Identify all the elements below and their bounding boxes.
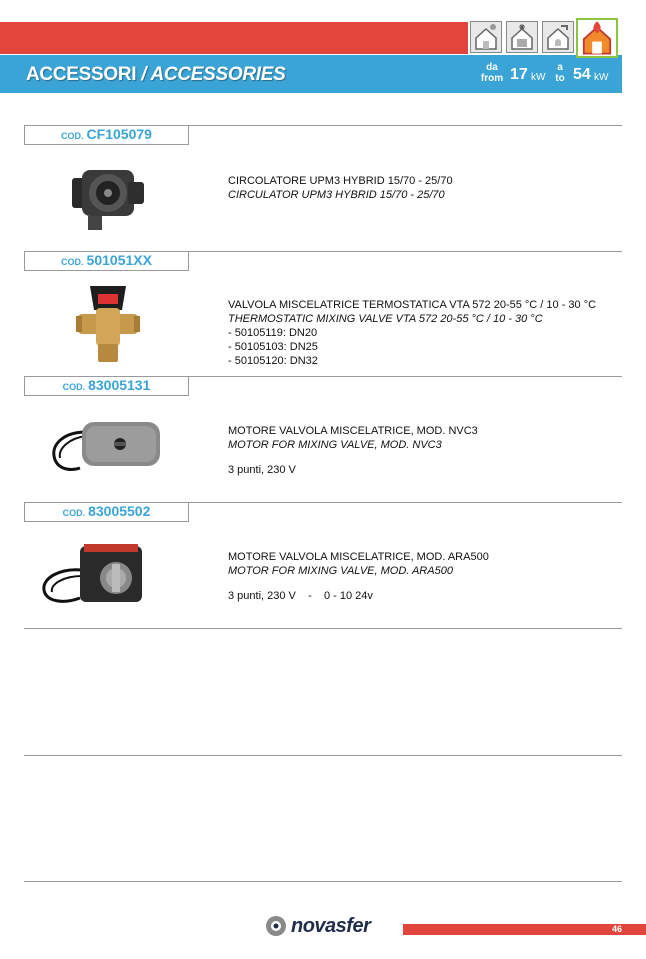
product-description <box>228 424 478 477</box>
range-from-en: from <box>480 73 504 84</box>
product-name-it: CIRCOLATORE UPM3 HYBRID 15/70 - 25/70 <box>228 175 453 187</box>
product-name-en: THERMOSTATIC MIXING VALVE VTA 572 20-55 °C / 10 - 30 °C <box>228 313 543 325</box>
house-sun-icon <box>470 21 502 53</box>
product-description <box>228 174 453 202</box>
brand-name: novasfer <box>291 915 371 937</box>
product-detail: 3 punti, 230 V - 0 - 10 24v <box>228 590 373 602</box>
product-description <box>228 550 489 603</box>
product-detail: - 50105119: DN20 <box>228 327 318 339</box>
range-from-it: da <box>486 62 498 73</box>
range-from-value: 17 <box>510 66 528 83</box>
valve-motor-ara500-image <box>40 540 150 608</box>
product-name-en: MOTOR FOR MIXING VALVE, MOD. NVC3 <box>228 439 442 451</box>
application-icons <box>470 18 622 58</box>
section-rule <box>24 755 622 756</box>
range-to-en: to <box>555 73 565 84</box>
mixing-valve-image <box>76 280 140 366</box>
range-to-it: a <box>557 62 563 73</box>
page-title: ACCESSORI / ACCESSORIES <box>26 64 286 85</box>
product-code: 83005502 <box>88 503 151 519</box>
page-number: 46 <box>611 924 622 934</box>
product-name-en: CIRCULATOR UPM3 HYBRID 15/70 - 25/70 <box>228 189 445 201</box>
section-rule <box>24 881 622 882</box>
product-code: CF105079 <box>86 126 152 142</box>
product-code-box: COD. 501051XX <box>24 251 189 271</box>
house-flame-icon <box>576 18 618 58</box>
product-code: 83005131 <box>88 377 151 393</box>
product-name-it: MOTORE VALVOLA MISCELATRICE, MOD. ARA500 <box>228 551 489 563</box>
product-code-box: COD. 83005502 <box>24 502 189 522</box>
product-code: 501051XX <box>86 252 152 268</box>
valve-motor-nvc3-image <box>50 418 162 476</box>
product-name-it: VALVOLA MISCELATRICE TERMOSTATICA VTA 572 20-55 °C / 10 - 30 °C <box>228 299 597 311</box>
product-detail: - 50105103: DN25 <box>228 341 318 353</box>
product-code-box: COD. CF105079 <box>24 125 189 145</box>
product-detail: 3 punti, 230 V <box>228 464 296 476</box>
range-unit-1: kW <box>531 72 546 83</box>
range-unit-2: kW <box>594 72 609 83</box>
house-snow-icon <box>506 21 538 53</box>
product-detail: - 50105120: DN32 <box>228 355 318 367</box>
footer-red-bar <box>403 924 646 935</box>
product-name-en: MOTOR FOR MIXING VALVE, MOD. ARA500 <box>228 565 453 577</box>
brand-mark-icon <box>264 915 288 937</box>
product-description <box>228 298 596 368</box>
house-tap-icon <box>542 21 574 53</box>
product-code-box: COD. 83005131 <box>24 376 189 396</box>
product-name-it: MOTORE VALVOLA MISCELATRICE, MOD. NVC3 <box>228 425 478 437</box>
section-rule <box>24 628 622 629</box>
circulator-pump-image <box>68 156 148 234</box>
range-to-value: 54 <box>573 66 591 83</box>
header-red-band <box>0 22 468 54</box>
